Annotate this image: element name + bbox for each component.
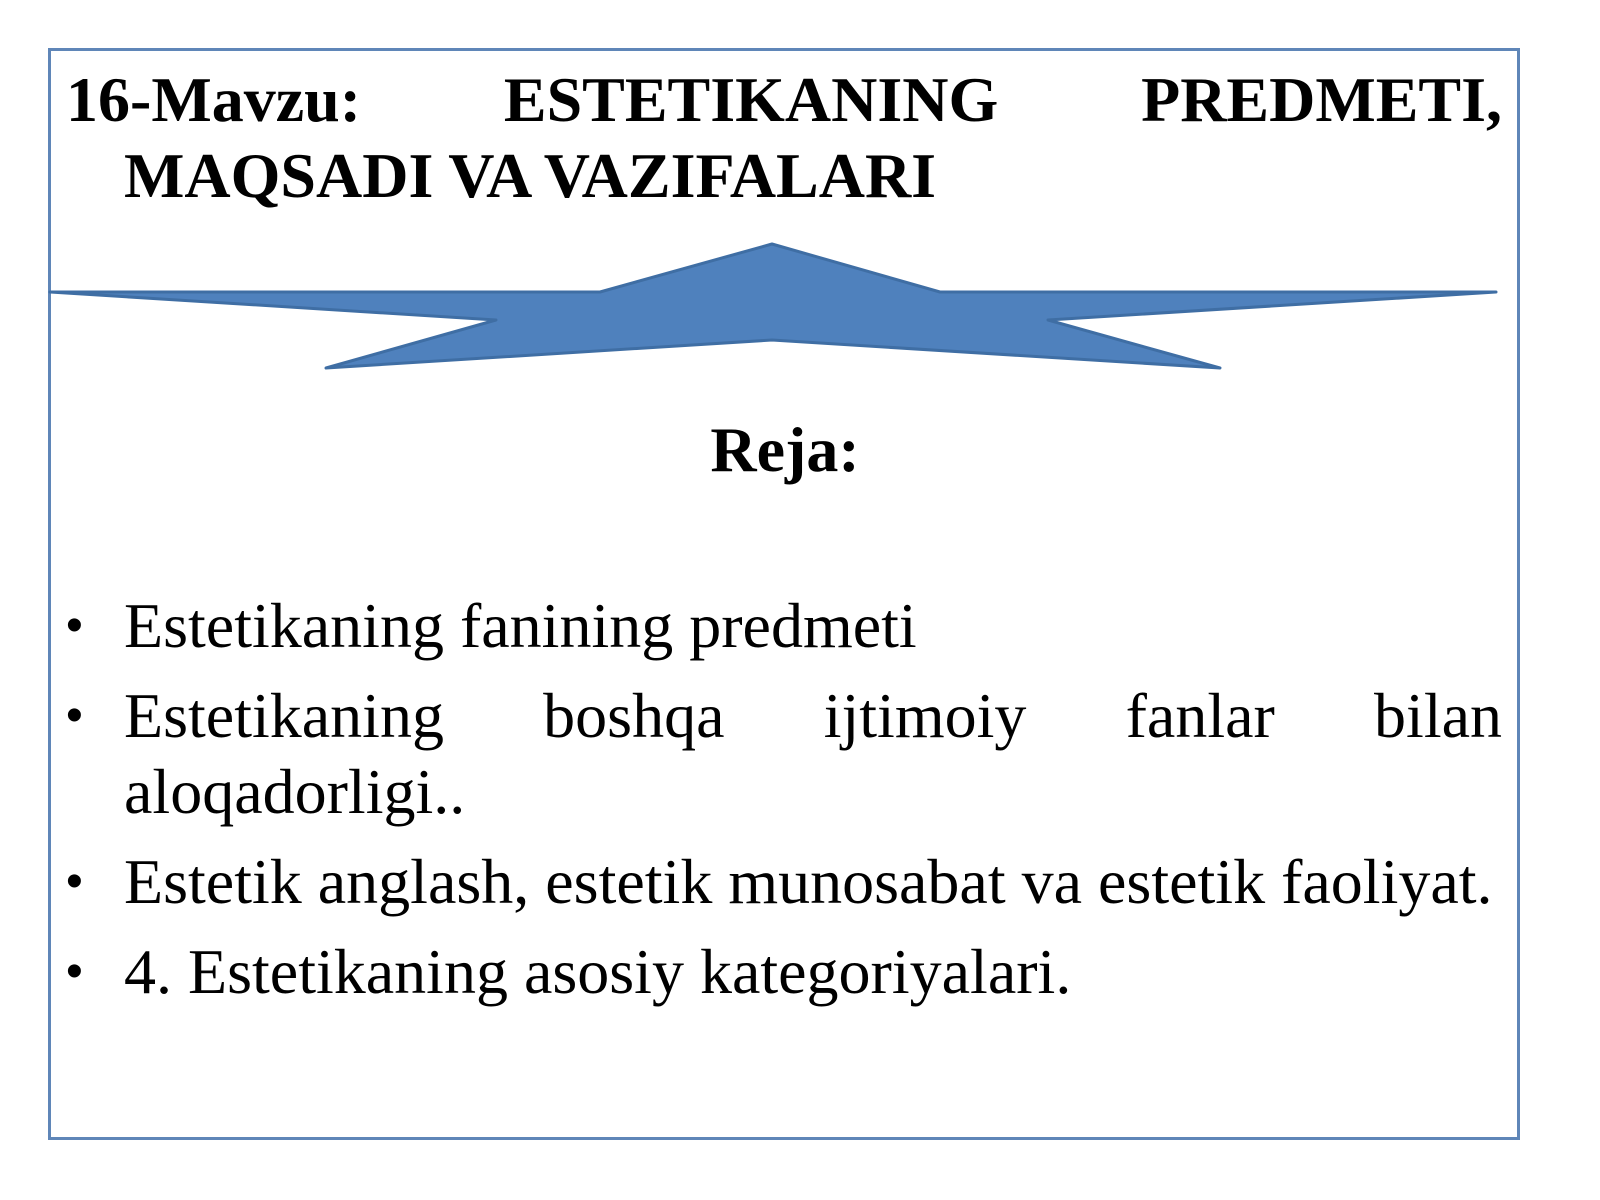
plan-list	[66, 588, 1502, 1024]
list-item	[66, 934, 1502, 1010]
bullet-icon: •	[66, 599, 83, 652]
plan-heading: Reja:	[710, 414, 860, 485]
list-item	[66, 678, 1502, 830]
list-item	[66, 588, 1502, 664]
list-item	[66, 844, 1502, 920]
list-item-text: Estetik anglash, estetik munosabat va estetik faoliyat.	[124, 846, 1493, 917]
bullet-icon: •	[66, 689, 83, 742]
list-item-text: Estetikaning fanining predmeti	[124, 590, 917, 661]
bullet-icon: •	[66, 855, 83, 908]
slide-title: 16-Mavzu: ESTETIKANING PREDMETI, MAQSADI VA VAZIFALARI	[66, 64, 1502, 211]
bullet-icon: •	[66, 945, 83, 998]
list-item-text: Estetikaning boshqa ijtimoiy fanlar bilan aloqadorligi..	[124, 680, 1502, 827]
list-item-text: 4. Estetikaning asosiy kategoriyalari.	[124, 936, 1072, 1007]
